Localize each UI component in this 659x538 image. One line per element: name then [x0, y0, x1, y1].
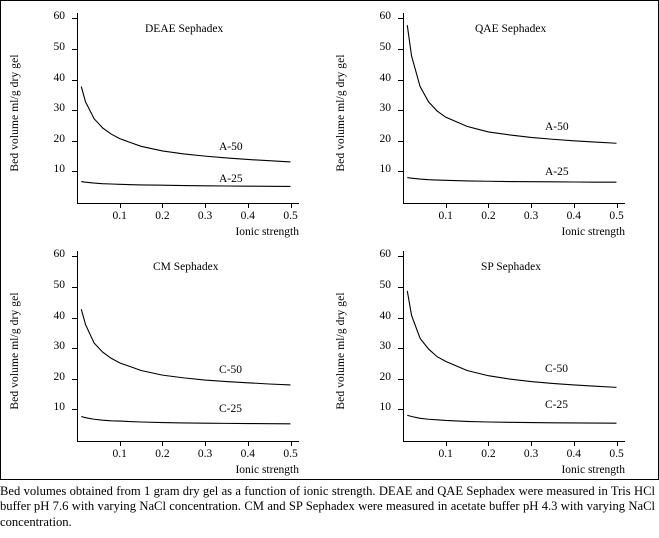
y-tick-label: 60	[53, 248, 65, 261]
x-tick	[205, 203, 206, 208]
x-tick	[617, 441, 618, 446]
x-tick	[248, 441, 249, 446]
y-tick-label: 10	[53, 401, 65, 414]
plot-area-sp	[379, 248, 625, 476]
y-tick-label: 30	[53, 340, 65, 353]
x-tick	[291, 203, 292, 208]
panel-title: SP Sephadex	[481, 261, 541, 273]
x-tick	[574, 203, 575, 208]
x-tick-label: 0.1	[112, 210, 127, 222]
chart-panel-sp	[331, 241, 653, 477]
x-tick-label: 0.1	[438, 210, 453, 222]
x-tick-label: 0.3	[197, 448, 213, 460]
chart-panel-qae	[331, 3, 653, 239]
x-tick-label: 0.3	[523, 210, 539, 222]
x-tick	[488, 203, 489, 208]
x-tick-label: 0.1	[438, 448, 453, 460]
x-tick	[574, 441, 575, 446]
curves-cm	[77, 251, 299, 441]
y-axis-label-wrap	[5, 241, 27, 441]
x-tick	[531, 203, 532, 208]
x-axis-label: Ionic strength	[561, 226, 625, 238]
x-tick	[531, 441, 532, 446]
y-axis-label: Bed volume ml/g dry gel	[335, 292, 347, 410]
y-tick-label: 20	[379, 370, 391, 383]
y-axis-label-wrap	[331, 241, 353, 441]
y-tick-label: 30	[379, 340, 391, 353]
y-tick-label: 30	[379, 102, 391, 115]
y-tick-label: 40	[379, 71, 391, 84]
series-label-c25: C-25	[545, 399, 568, 411]
y-tick-label: 50	[379, 278, 391, 291]
x-axis-line	[403, 203, 625, 204]
x-tick-label: 0.5	[609, 448, 624, 460]
y-tick-label: 20	[53, 370, 65, 383]
x-axis-label: Ionic strength	[561, 464, 625, 476]
y-tick-label: 10	[379, 401, 391, 414]
x-tick-label: 0.4	[566, 448, 581, 460]
plot-area-deae	[53, 10, 299, 238]
y-tick-label: 10	[53, 163, 65, 176]
y-tick-label: 40	[379, 309, 391, 322]
x-tick-label: 0.3	[523, 448, 539, 460]
x-axis-line	[77, 203, 299, 204]
x-tick	[446, 203, 447, 208]
y-axis-label-wrap	[331, 3, 353, 203]
x-tick	[162, 203, 163, 208]
plot-area-cm	[53, 248, 299, 476]
y-axis-label-wrap	[5, 3, 27, 203]
x-tick-label: 0.5	[609, 210, 624, 222]
y-tick-label: 60	[379, 248, 391, 261]
x-tick	[291, 441, 292, 446]
series-label-c50: C-50	[545, 363, 568, 375]
x-axis-line	[77, 441, 299, 442]
x-tick	[617, 203, 618, 208]
series-label-a25: A-25	[219, 173, 243, 185]
curves-qae	[403, 13, 625, 203]
y-tick-label: 30	[53, 102, 65, 115]
x-axis-line	[403, 441, 625, 442]
x-tick-label: 0.4	[240, 210, 255, 222]
x-tick	[205, 441, 206, 446]
x-tick	[120, 441, 121, 446]
x-tick-label: 0.2	[155, 210, 170, 222]
series-label-c25: C-25	[219, 403, 242, 415]
x-tick-label: 0.4	[566, 210, 581, 222]
x-tick-label: 0.2	[481, 448, 496, 460]
y-axis-label: Bed volume ml/g dry gel	[335, 54, 347, 172]
chart-panel-deae	[5, 3, 327, 239]
x-tick	[162, 441, 163, 446]
y-axis-label: Bed volume ml/g dry gel	[9, 292, 21, 410]
x-axis-label: Ionic strength	[235, 464, 299, 476]
x-tick	[488, 441, 489, 446]
x-tick	[446, 441, 447, 446]
y-tick-label: 60	[53, 10, 65, 23]
x-tick	[120, 203, 121, 208]
series-label-c50: C-50	[219, 364, 242, 376]
y-tick-label: 40	[53, 309, 65, 322]
y-tick-label: 50	[379, 40, 391, 53]
y-tick-label: 10	[379, 163, 391, 176]
x-tick-label: 0.2	[155, 448, 170, 460]
y-tick-label: 50	[53, 278, 65, 291]
curves-sp	[403, 251, 625, 441]
panel-title: DEAE Sephadex	[145, 23, 224, 35]
figure-caption: Bed volumes obtained from 1 gram dry gel as a function of ionic strength. DEAE and QAE Sephadex were measured in Tris HCl buffer pH 7.6 with varying NaCl concentration. CM and SP Sephadex were measured in acetate buffer pH 4.3 with varying NaCl concentration.	[0, 484, 655, 529]
y-tick-label: 50	[53, 40, 65, 53]
x-tick-label: 0.5	[283, 448, 298, 460]
panel-title: CM Sephadex	[153, 261, 219, 273]
plot-area-qae	[379, 10, 625, 238]
series-label-a50: A-50	[219, 141, 243, 153]
panel-title: QAE Sephadex	[475, 23, 547, 35]
y-tick-label: 40	[53, 71, 65, 84]
curves-deae	[77, 13, 299, 203]
x-tick-label: 0.3	[197, 210, 213, 222]
series-label-a25: A-25	[545, 166, 569, 178]
x-tick-label: 0.5	[283, 210, 298, 222]
x-tick-label: 0.4	[240, 448, 255, 460]
y-tick-label: 20	[379, 132, 391, 145]
chart-panel-cm	[5, 241, 327, 477]
y-tick-label: 20	[53, 132, 65, 145]
y-tick-label: 60	[379, 10, 391, 23]
x-tick-label: 0.2	[481, 210, 496, 222]
x-axis-label: Ionic strength	[235, 226, 299, 238]
series-label-a50: A-50	[545, 121, 569, 133]
x-tick-label: 0.1	[112, 448, 127, 460]
y-axis-label: Bed volume ml/g dry gel	[9, 54, 21, 172]
x-tick	[248, 203, 249, 208]
